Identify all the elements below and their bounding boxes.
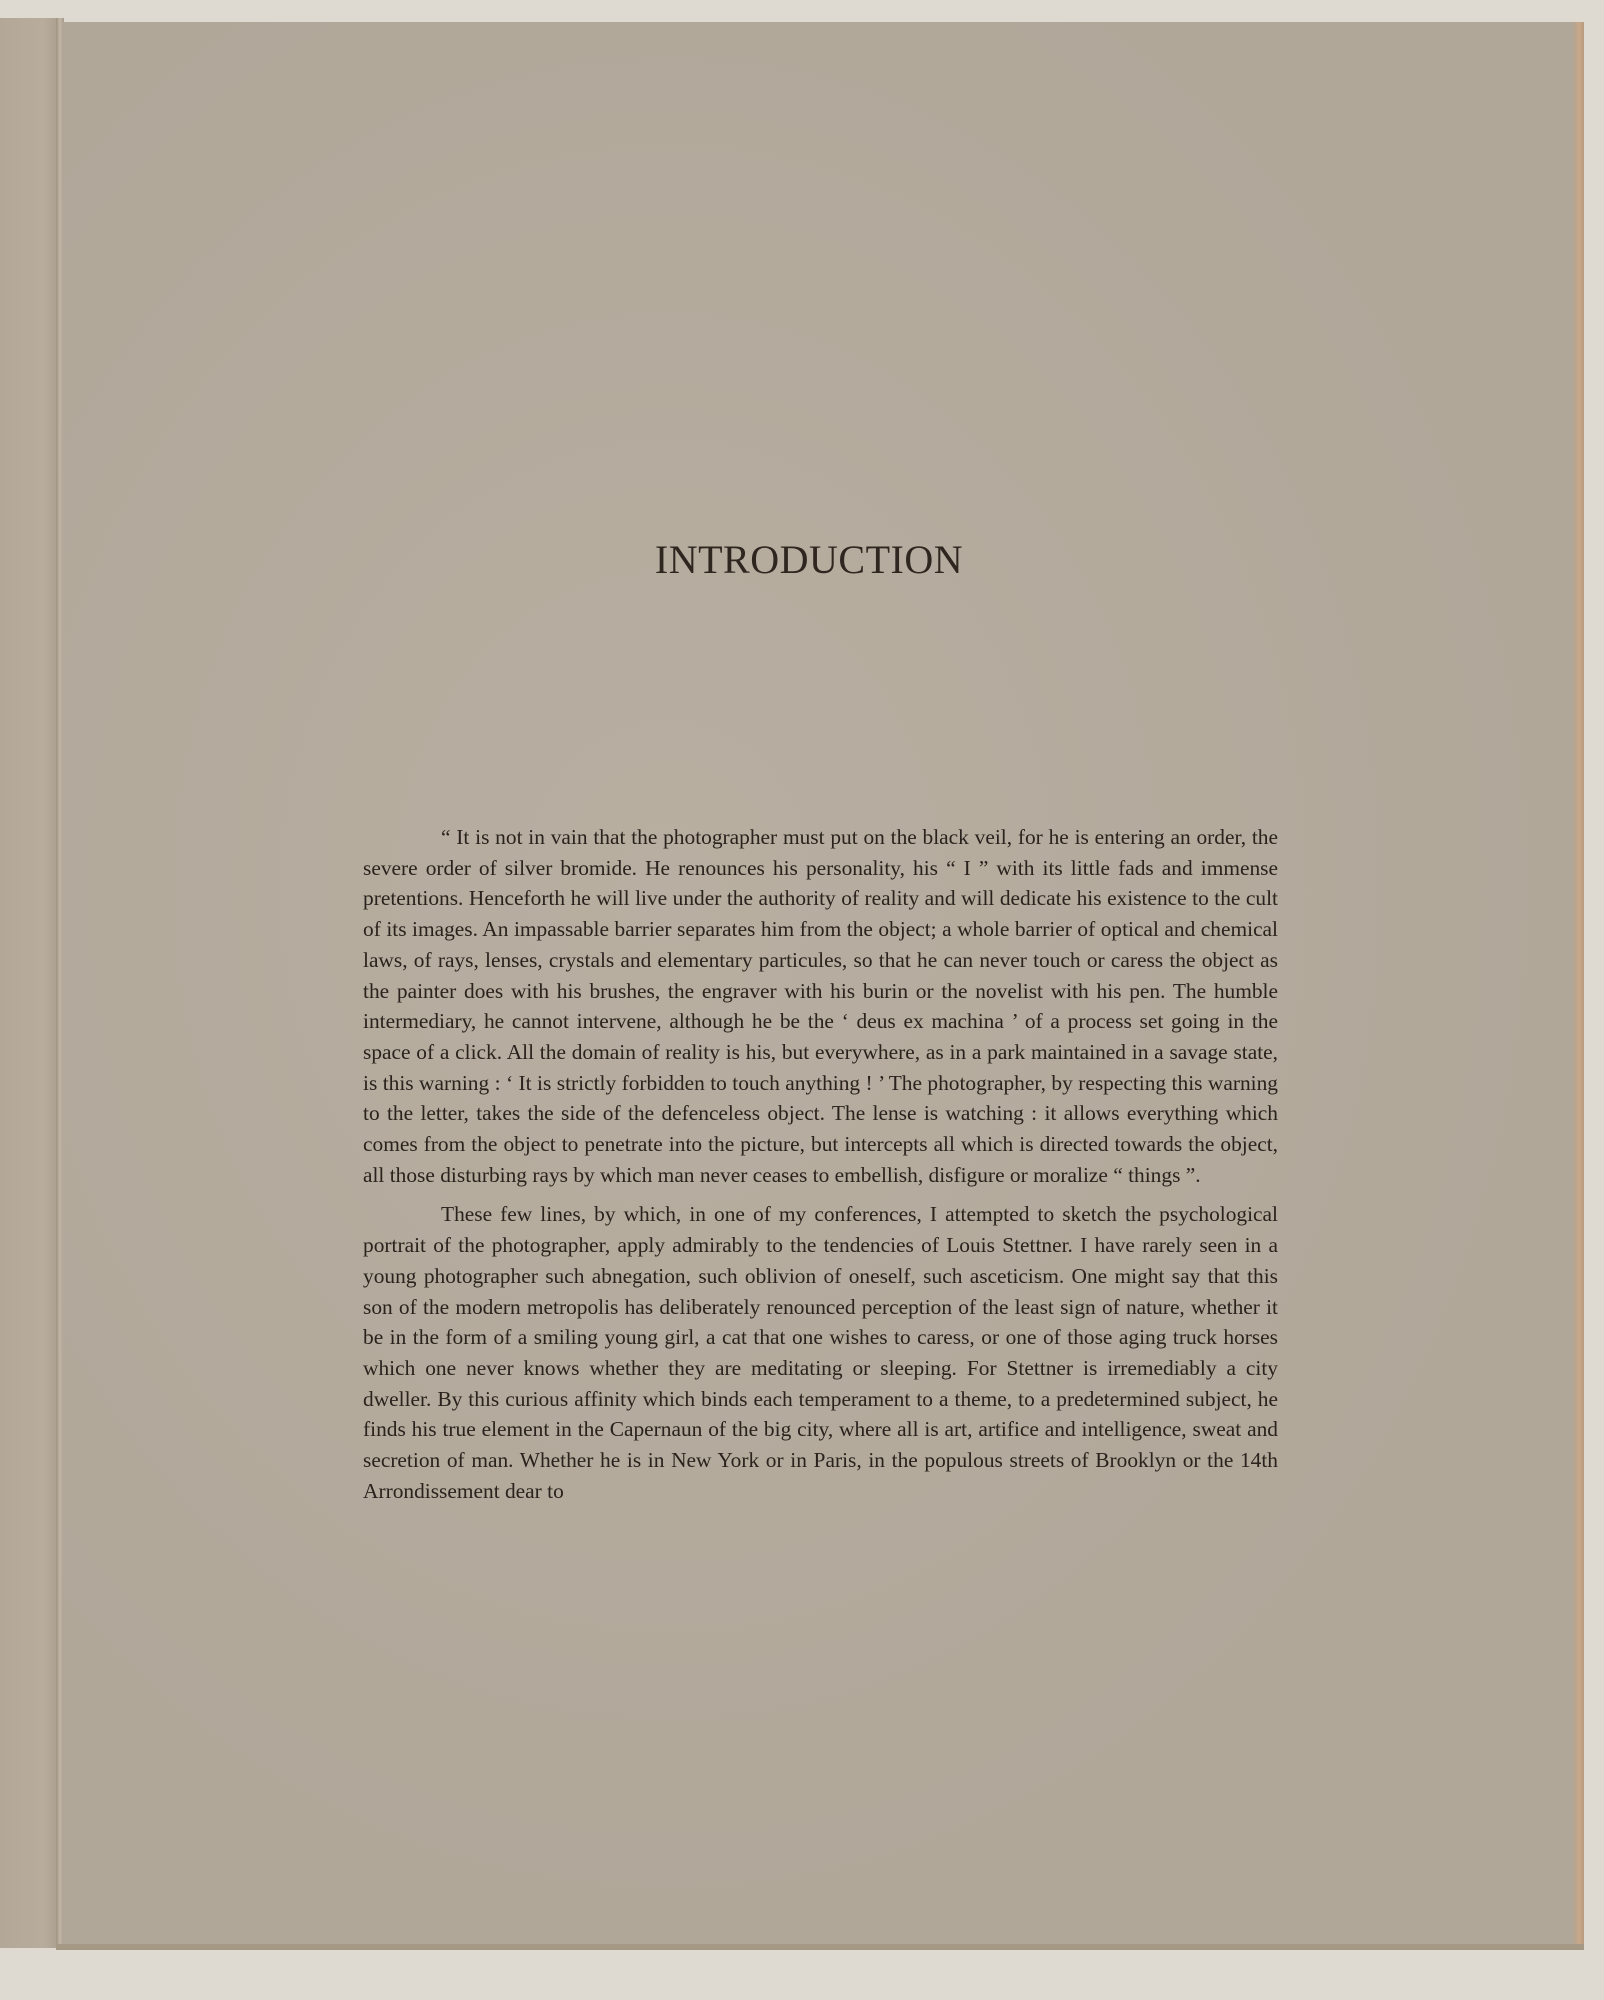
- left-page-edge: [0, 18, 62, 1948]
- paragraph-1: “ It is not in vain that the photographer must put on the black veil, for he is entering an order, the severe order of silver bromide. He renounces his personality, his “ I ” with its little fads and immense pretentions. Henceforth he will live under the authority of reality and will dedicate his existence to the cult of its images. An impassable barrier separates him from the object; a whole barrier of optical and chemical laws, of rays, lenses, crystals and elementary particules, so that he can never touch or caress the object as the painter does with his brushes, the engraver with his burin or the novelist with his pen. The humble intermediary, he cannot intervene, although he be the ‘ deus ex machina ’ of a process set going in the space of a click. All the domain of reality is his, but everywhere, as in a park maintained in a savage state, is this warning : ‘ It is strictly forbidden to touch anything ! ’ The photographer, by respecting this warning to the letter, takes the side of the defenceless object. The lense is watching : it allows everything which comes from the object to penetrate into the picture, but intercepts all which is directed towards the object, all those disturbing rays by which man never ceases to embellish, disfigure or moralize “ things ”.: [363, 825, 1278, 1187]
- right-page-edge: [1574, 22, 1584, 1948]
- page-title: INTRODUCTION: [654, 537, 964, 582]
- body-text: [363, 822, 1278, 1506]
- paragraph-2: These few lines, by which, in one of my conferences, I attempted to sketch the psychological portrait of the photographer, apply admirably to the tendencies of Louis Stettner. I have rarely seen in a young photographer such abnegation, such oblivion of oneself, such asceticism. One might say that this son of the modern metropolis has deliberately renounced perception of the least sign of nature, whether it be in the form of a smiling young girl, a cat that one wishes to caress, or one of those aging truck horses which one never knows whether they are meditating or sleeping. For Stettner is irremediably a city dweller. By this curious affinity which binds each temperament to a theme, to a predetermined subject, he finds his true element in the Capernaun of the big city, where all is art, artifice and intelligence, sweat and secretion of man. Whether he is in New York or in Paris, in the populous streets of Brooklyn or the 14th Arrondissement dear to: [363, 1202, 1278, 1503]
- bottom-page-edge: [56, 1944, 1584, 1950]
